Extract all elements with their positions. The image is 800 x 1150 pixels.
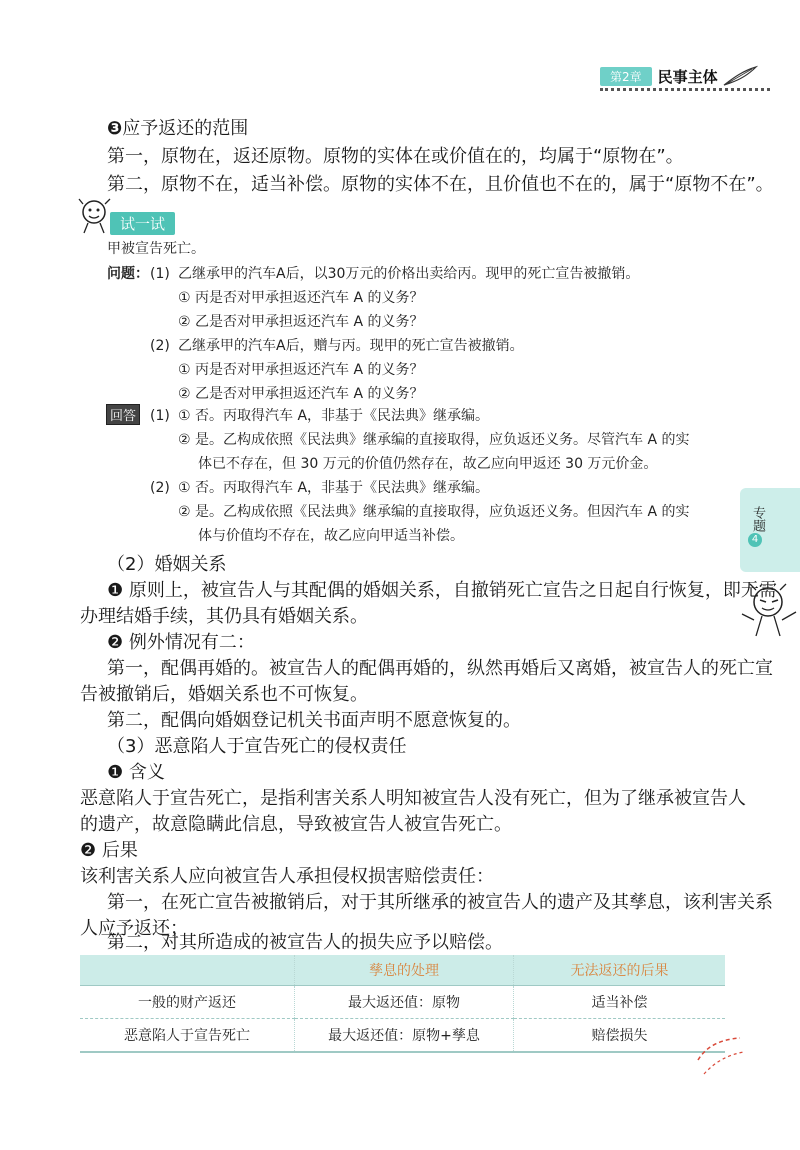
side-tab-number: 4 bbox=[748, 533, 762, 547]
a2-line1: ① 否。丙取得汽车 A，非基于《民法典》继承编。 bbox=[178, 480, 490, 496]
table-row bbox=[80, 986, 725, 1019]
answer-tag: 回答 bbox=[106, 404, 140, 425]
marriage-p1-line1: ❶ 原则上，被宣告人与其配偶的婚姻关系，自撤销死亡宣告之日起自行恢复，即无需 bbox=[107, 580, 777, 601]
header-divider bbox=[600, 88, 770, 91]
table-cell: 一般的财产返还 bbox=[80, 986, 295, 1019]
tort-heading: （3）恶意陷人于宣告死亡的侵权责任 bbox=[107, 736, 407, 757]
tort-meaning-line1: 恶意陷人于宣告死亡，是指利害关系人明知被宣告人没有死亡，但为了继承被宣告人 bbox=[80, 788, 746, 809]
question-label: 问题： bbox=[107, 266, 149, 282]
side-tab-label: 专题 bbox=[750, 506, 765, 532]
chapter-title: 民事主体 bbox=[657, 67, 718, 86]
q1-option-b: ② 乙是否对甲承担返还汽车 A 的义务？ bbox=[178, 314, 424, 330]
table-cell: 最大返还值：原物 bbox=[295, 986, 514, 1019]
feather-icon bbox=[722, 65, 758, 87]
a2-number: (2) bbox=[150, 480, 170, 496]
marriage-p3-line1: 第一，配偶再婚的。被宣告人的配偶再婚的，纵然再婚后又离婚，被宣告人的死亡宣 bbox=[107, 658, 773, 679]
marriage-p1-line2: 办理结婚手续，其仍具有婚姻关系。 bbox=[80, 606, 368, 627]
stamp-icon bbox=[690, 1030, 750, 1090]
try-it-tag: 试一试 bbox=[110, 212, 175, 235]
table-header-cell: 无法返还的后果 bbox=[514, 955, 726, 986]
q2-option-a: ① 丙是否对甲承担返还汽车 A 的义务？ bbox=[178, 362, 424, 378]
tort-c1-line1: 第一，在死亡宣告被撤销后，对于其所继承的被宣告人的遗产及其孳息，该利害关系 bbox=[107, 892, 773, 913]
table-cell: 赔偿损失 bbox=[514, 1019, 726, 1053]
table-cell: 适当补偿 bbox=[514, 986, 726, 1019]
a2-line3: 体与价值均不存在，故乙应向甲适当补偿。 bbox=[198, 528, 464, 544]
table-header-row bbox=[80, 955, 725, 986]
table-header-cell: 孳息的处理 bbox=[295, 955, 514, 986]
tort-c1-line2: 人应予返还； bbox=[80, 918, 188, 939]
table-cell: 恶意陷人于宣告死亡 bbox=[80, 1019, 295, 1053]
tort-c2: 第二，对其所造成的被宣告人的损失应予以赔偿。 bbox=[107, 932, 503, 953]
q1-number: (1) bbox=[150, 266, 170, 282]
marriage-p2: ❷ 例外情况有二： bbox=[107, 632, 255, 653]
point3-second: 第二，原物不在，适当补偿。原物的实体不在，且价值也不在的，属于“原物不在”。 bbox=[107, 174, 774, 195]
a1-line3: 体已不存在，但 30 万元的价值仍然存在，故乙应向甲返还 30 万元价金。 bbox=[198, 456, 658, 472]
table-row bbox=[80, 1019, 725, 1053]
chapter-badge: 第2章 bbox=[600, 67, 652, 86]
exercise-premise: 甲被宣告死亡。 bbox=[107, 241, 205, 257]
running-header bbox=[600, 66, 758, 86]
marriage-p4: 第二，配偶向婚姻登记机关书面声明不愿意恢复的。 bbox=[107, 710, 521, 731]
tort-meaning-line2: 的遗产，故意隐瞒此信息，导致被宣告人被宣告死亡。 bbox=[80, 814, 512, 835]
tort-consequence-intro: 该利害关系人应向被宣告人承担侵权损害赔偿责任： bbox=[80, 866, 494, 887]
a1-number: (1) bbox=[150, 408, 170, 424]
comparison-table bbox=[80, 955, 725, 1053]
a2-line2: ② 是。乙构成依照《民法典》继承编的直接取得，应负返还义务。但因汽车 A 的实 bbox=[178, 504, 690, 520]
q1-option-a: ① 丙是否对甲承担返还汽车 A 的义务？ bbox=[178, 290, 424, 306]
a1-line1: ① 否。丙取得汽车 A，非基于《民法典》继承编。 bbox=[178, 408, 490, 424]
side-mascot-icon bbox=[738, 580, 800, 640]
table-header-cell bbox=[80, 955, 295, 986]
table-cell: 最大返还值：原物+孳息 bbox=[295, 1019, 514, 1053]
tort-consequence-title: ❷ 后果 bbox=[80, 840, 138, 861]
marriage-p3-line2: 告被撤销后，婚姻关系也不可恢复。 bbox=[80, 684, 368, 705]
q2-number: (2) bbox=[150, 338, 170, 354]
tort-meaning-title: ❶ 含义 bbox=[107, 762, 165, 783]
marriage-heading: （2）婚姻关系 bbox=[107, 554, 227, 575]
a1-line2: ② 是。乙构成依照《民法典》继承编的直接取得，应负返还义务。尽管汽车 A 的实 bbox=[178, 432, 690, 448]
point3-heading: ❸应予返还的范围 bbox=[107, 118, 249, 139]
point3-first: 第一，原物在，返还原物。原物的实体在或价值在的，均属于“原物在”。 bbox=[107, 146, 684, 167]
q2-text: 乙继承甲的汽车A后，赠与丙。现甲的死亡宣告被撤销。 bbox=[178, 338, 524, 354]
q2-option-b: ② 乙是否对甲承担返还汽车 A 的义务？ bbox=[178, 386, 424, 402]
q1-text: 乙继承甲的汽车A后，以30万元的价格出卖给丙。现甲的死亡宣告被撤销。 bbox=[178, 266, 640, 282]
